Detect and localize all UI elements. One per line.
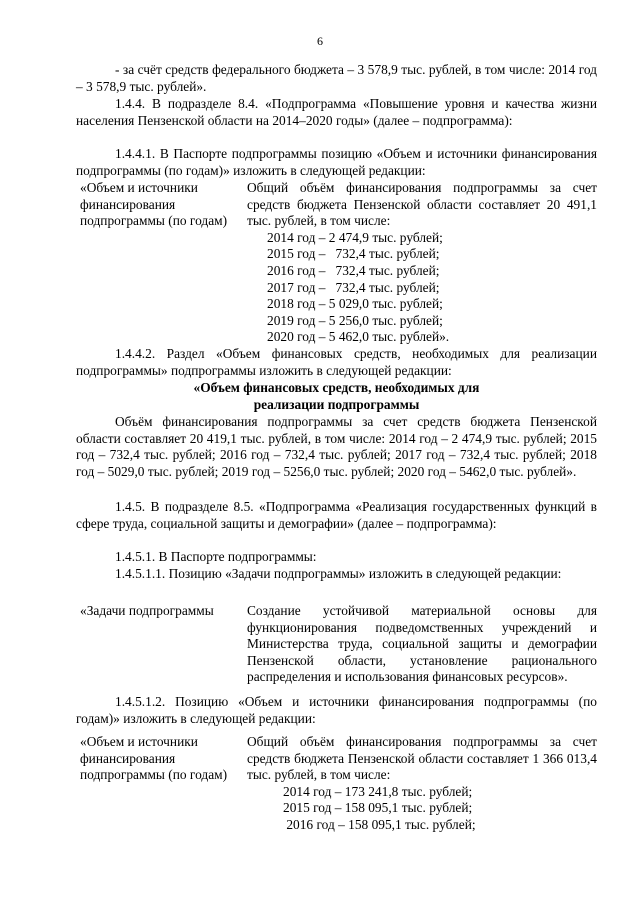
paragraph-1-4-5-1-2: 1.4.5.1.2. Позицию «Объем и источники финансирования подпрограммы (по годам)» изложить в следующей редакции: [76, 694, 597, 726]
funding-year-item: 2018 год – 5 029,0 тыс. рублей; [267, 296, 443, 312]
funding-year-item: 2015 год – 158 095,1 тыс. рублей; [283, 800, 473, 816]
passport-table-funding-2 [76, 734, 597, 844]
passport-table-tasks [76, 603, 597, 689]
passport-table-funding-1 [76, 180, 597, 345]
funding-year-item: 2019 год – 5 256,0 тыс. рублей; [267, 312, 443, 328]
page-number: 6 [317, 34, 323, 48]
funding-years-list [247, 230, 597, 346]
table-label-funding: «Объем и источники финансирования подпрограммы (по годам) [80, 180, 228, 229]
paragraph-1-4-4-1: 1.4.4.1. В Паспорте подпрограммы позицию «Объем и источники финансирования подпрограммы (по годам)» изложить в следующей редакции: [76, 146, 597, 178]
funding-year-item: 2016 год – 732,4 тыс. рублей; [267, 262, 440, 278]
table-label-funding: «Объем и источники финансирования подпрограммы (по годам) [80, 734, 228, 783]
paragraph-1-4-5-1-1: 1.4.5.1.1. Позицию «Задачи подпрограммы» изложить в следующей редакции: [115, 566, 562, 581]
paragraph-1-4-4: 1.4.4. В подразделе 8.4. «Подпрограмма «Повышение уровня и качества жизни населения Пензенской области на 2014–2020 годы» (далее – подпрограмма): [76, 96, 597, 128]
section-heading-line-1: «Объем финансовых средств, необходимых для [193, 380, 480, 395]
table-value-funding [247, 734, 597, 834]
paragraph-federal-budget: - за счёт средств федерального бюджета – 3 578,9 тыс. рублей, в том числе: 2014 год – 3 578,9 тыс. рублей». [76, 62, 597, 94]
table-value-tasks: Создание устойчивой материальной основы для функционирования подведомственных учреждений и Министерства труда, социальной защиты и демографии Пензенской области, установление рационального распределения и использования финансовых ресурсов». [247, 603, 597, 685]
funding-year-item: 2014 год – 2 474,9 тыс. рублей; [267, 229, 443, 245]
paragraph-1-4-5-1: 1.4.5.1. В Паспорте подпрограммы: [115, 549, 317, 564]
table-value-funding [247, 180, 597, 346]
funding-year-item: 2015 год – 732,4 тыс. рублей; [267, 246, 440, 262]
funding-intro: Общий объём финансирования подпрограммы за счет средств бюджета Пензенской области составляет 1 366 013,4 тыс. рублей, в том числе: [247, 734, 597, 783]
funding-intro: Общий объём финансирования подпрограммы за счет средств бюджета Пензенской области составляет 20 491,1 тыс. рублей, в том числе: [247, 180, 597, 229]
paragraph-1-4-4-2: 1.4.4.2. Раздел «Объем финансовых средств, необходимых для реализации подпрограммы» подпрограммы изложить в следующей редакции: [76, 346, 597, 378]
funding-years-list [247, 784, 597, 834]
table-label-tasks: «Задачи подпрограммы [80, 603, 214, 618]
paragraph-funding-volume: Объём финансирования подпрограммы за счет средств бюджета Пензенской области составляет 20 419,1 тыс. рублей, в том числе: 2014 год – 2 474,9 тыс. рублей; 2015 год – 732,4 тыс. рублей; 2016 год – 732,4 тыс. рублей; 2017 год – 732,4 тыс. рублей; 2018 год – 5029,0 тыс. рублей; 2019 год – 5256,0 тыс. рублей; 2020 год – 5462,0 тыс. рублей». [76, 414, 597, 479]
section-heading-line-2: реализации подпрограммы [253, 397, 420, 412]
funding-year-item: 2020 год – 5 462,0 тыс. рублей». [267, 329, 450, 345]
funding-year-item: 2014 год – 173 241,8 тыс. рублей; [283, 783, 473, 799]
funding-year-item: 2016 год – 158 095,1 тыс. рублей; [283, 816, 476, 832]
paragraph-1-4-5: 1.4.5. В подразделе 8.5. «Подпрограмма «Реализация государственных функций в сфере труда, социальной защиты и демографии» (далее – подпрограмма): [76, 499, 597, 531]
funding-year-item: 2017 год – 732,4 тыс. рублей; [267, 279, 440, 295]
